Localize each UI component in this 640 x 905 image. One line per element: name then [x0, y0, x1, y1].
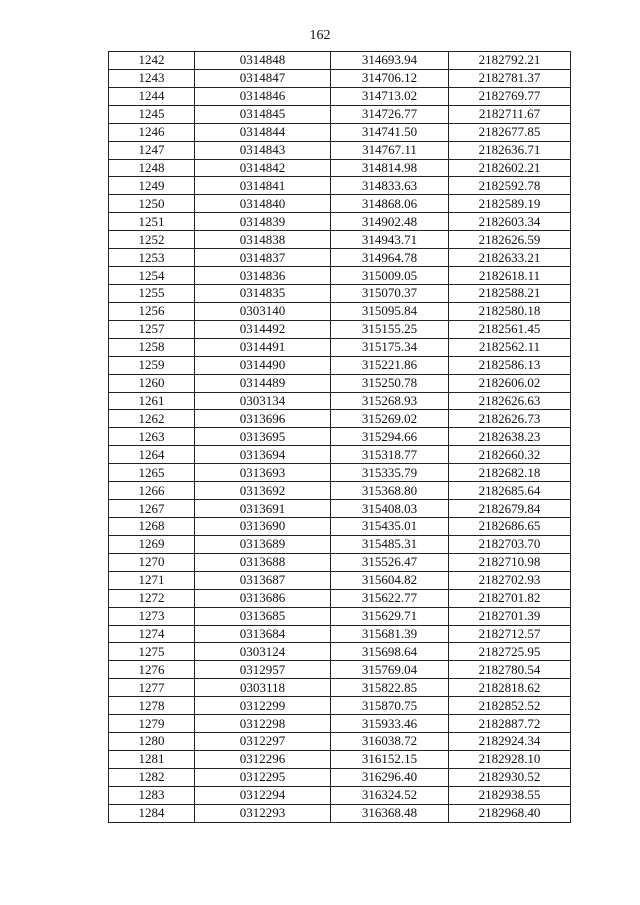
table-row	[109, 446, 571, 464]
x-coordinate-cell: 315629.71	[331, 607, 449, 625]
x-coordinate-cell: 315009.05	[331, 267, 449, 285]
point-number-cell: 1270	[109, 553, 195, 571]
table-row	[109, 267, 571, 285]
point-code-cell: 0314492	[195, 320, 331, 338]
x-coordinate-cell: 316152.15	[331, 750, 449, 768]
x-coordinate-cell: 315622.77	[331, 589, 449, 607]
table-row	[109, 500, 571, 518]
point-number-cell: 1261	[109, 392, 195, 410]
table-row	[109, 786, 571, 804]
y-coordinate-cell: 2182928.10	[449, 750, 571, 768]
x-coordinate-cell: 314833.63	[331, 177, 449, 195]
point-number-cell: 1269	[109, 535, 195, 553]
table-row	[109, 482, 571, 500]
table-row	[109, 87, 571, 105]
y-coordinate-cell: 2182638.23	[449, 428, 571, 446]
y-coordinate-cell: 2182626.63	[449, 392, 571, 410]
point-number-cell: 1268	[109, 517, 195, 535]
y-coordinate-cell: 2182561.45	[449, 320, 571, 338]
y-coordinate-cell: 2182725.95	[449, 643, 571, 661]
x-coordinate-cell: 314814.98	[331, 159, 449, 177]
table-row	[109, 607, 571, 625]
y-coordinate-cell: 2182679.84	[449, 500, 571, 518]
table-row	[109, 213, 571, 231]
y-coordinate-cell: 2182606.02	[449, 374, 571, 392]
table-row	[109, 679, 571, 697]
point-number-cell: 1272	[109, 589, 195, 607]
table-row	[109, 302, 571, 320]
point-number-cell: 1249	[109, 177, 195, 195]
point-code-cell: 0303140	[195, 302, 331, 320]
point-number-cell: 1243	[109, 69, 195, 87]
y-coordinate-cell: 2182603.34	[449, 213, 571, 231]
y-coordinate-cell: 2182686.65	[449, 517, 571, 535]
y-coordinate-cell: 2182968.40	[449, 804, 571, 822]
point-code-cell: 0313691	[195, 500, 331, 518]
y-coordinate-cell: 2182938.55	[449, 786, 571, 804]
y-coordinate-cell: 2182636.71	[449, 141, 571, 159]
point-number-cell: 1247	[109, 141, 195, 159]
y-coordinate-cell: 2182930.52	[449, 768, 571, 786]
point-number-cell: 1266	[109, 482, 195, 500]
point-number-cell: 1257	[109, 320, 195, 338]
table-row	[109, 697, 571, 715]
x-coordinate-cell: 315335.79	[331, 464, 449, 482]
x-coordinate-cell: 314767.11	[331, 141, 449, 159]
point-number-cell: 1252	[109, 231, 195, 249]
x-coordinate-cell: 315268.93	[331, 392, 449, 410]
x-coordinate-cell: 315698.64	[331, 643, 449, 661]
point-code-cell: 0314836	[195, 267, 331, 285]
x-coordinate-cell: 315250.78	[331, 374, 449, 392]
y-coordinate-cell: 2182711.67	[449, 105, 571, 123]
point-number-cell: 1273	[109, 607, 195, 625]
point-code-cell: 0312297	[195, 733, 331, 751]
point-code-cell: 0314846	[195, 87, 331, 105]
table-row	[109, 553, 571, 571]
x-coordinate-cell: 314943.71	[331, 231, 449, 249]
point-code-cell: 0312295	[195, 768, 331, 786]
point-number-cell: 1282	[109, 768, 195, 786]
x-coordinate-cell: 315435.01	[331, 517, 449, 535]
table-row	[109, 249, 571, 267]
point-number-cell: 1279	[109, 715, 195, 733]
x-coordinate-cell: 314868.06	[331, 195, 449, 213]
point-code-cell: 0313692	[195, 482, 331, 500]
table-row	[109, 625, 571, 643]
point-number-cell: 1255	[109, 284, 195, 302]
y-coordinate-cell: 2182682.18	[449, 464, 571, 482]
x-coordinate-cell: 315769.04	[331, 661, 449, 679]
point-number-cell: 1281	[109, 750, 195, 768]
x-coordinate-cell: 314713.02	[331, 87, 449, 105]
point-code-cell: 0314840	[195, 195, 331, 213]
table-row	[109, 69, 571, 87]
x-coordinate-cell: 315070.37	[331, 284, 449, 302]
y-coordinate-cell: 2182701.82	[449, 589, 571, 607]
x-coordinate-cell: 315318.77	[331, 446, 449, 464]
x-coordinate-cell: 315269.02	[331, 410, 449, 428]
point-code-cell: 0314842	[195, 159, 331, 177]
x-coordinate-cell: 314902.48	[331, 213, 449, 231]
point-code-cell: 0313685	[195, 607, 331, 625]
point-number-cell: 1284	[109, 804, 195, 822]
point-number-cell: 1253	[109, 249, 195, 267]
point-number-cell: 1244	[109, 87, 195, 105]
table-row	[109, 356, 571, 374]
x-coordinate-cell: 316038.72	[331, 733, 449, 751]
y-coordinate-cell: 2182685.64	[449, 482, 571, 500]
y-coordinate-cell: 2182702.93	[449, 571, 571, 589]
table-row	[109, 105, 571, 123]
x-coordinate-cell: 314726.77	[331, 105, 449, 123]
point-number-cell: 1262	[109, 410, 195, 428]
y-coordinate-cell: 2182586.13	[449, 356, 571, 374]
point-code-cell: 0313695	[195, 428, 331, 446]
y-coordinate-cell: 2182592.78	[449, 177, 571, 195]
point-code-cell: 0313689	[195, 535, 331, 553]
coordinates-table	[108, 51, 571, 823]
table-row	[109, 750, 571, 768]
page-number: 162	[309, 28, 331, 43]
table-row	[109, 231, 571, 249]
table-row	[109, 320, 571, 338]
point-number-cell: 1263	[109, 428, 195, 446]
point-code-cell: 0303118	[195, 679, 331, 697]
point-code-cell: 0314838	[195, 231, 331, 249]
x-coordinate-cell: 314706.12	[331, 69, 449, 87]
y-coordinate-cell: 2182626.73	[449, 410, 571, 428]
table-row	[109, 410, 571, 428]
y-coordinate-cell: 2182602.21	[449, 159, 571, 177]
x-coordinate-cell: 314693.94	[331, 52, 449, 70]
point-code-cell: 0314490	[195, 356, 331, 374]
y-coordinate-cell: 2182769.77	[449, 87, 571, 105]
y-coordinate-cell: 2182712.57	[449, 625, 571, 643]
x-coordinate-cell: 316368.48	[331, 804, 449, 822]
y-coordinate-cell: 2182580.18	[449, 302, 571, 320]
x-coordinate-cell: 315604.82	[331, 571, 449, 589]
point-number-cell: 1251	[109, 213, 195, 231]
point-number-cell: 1275	[109, 643, 195, 661]
x-coordinate-cell: 315368.80	[331, 482, 449, 500]
y-coordinate-cell: 2182701.39	[449, 607, 571, 625]
x-coordinate-cell: 315095.84	[331, 302, 449, 320]
y-coordinate-cell: 2182633.21	[449, 249, 571, 267]
point-number-cell: 1246	[109, 123, 195, 141]
y-coordinate-cell: 2182626.59	[449, 231, 571, 249]
table-row	[109, 517, 571, 535]
point-number-cell: 1245	[109, 105, 195, 123]
x-coordinate-cell: 316296.40	[331, 768, 449, 786]
point-number-cell: 1248	[109, 159, 195, 177]
x-coordinate-cell: 315221.86	[331, 356, 449, 374]
y-coordinate-cell: 2182562.11	[449, 338, 571, 356]
point-code-cell: 0314489	[195, 374, 331, 392]
point-code-cell: 0312299	[195, 697, 331, 715]
x-coordinate-cell: 314741.50	[331, 123, 449, 141]
point-number-cell: 1271	[109, 571, 195, 589]
point-code-cell: 0314835	[195, 284, 331, 302]
point-number-cell: 1276	[109, 661, 195, 679]
point-number-cell: 1280	[109, 733, 195, 751]
point-code-cell: 0313684	[195, 625, 331, 643]
point-number-cell: 1265	[109, 464, 195, 482]
y-coordinate-cell: 2182703.70	[449, 535, 571, 553]
table-row	[109, 177, 571, 195]
point-code-cell: 0313693	[195, 464, 331, 482]
point-code-cell: 0312293	[195, 804, 331, 822]
table-row	[109, 392, 571, 410]
x-coordinate-cell: 315870.75	[331, 697, 449, 715]
table-row	[109, 804, 571, 822]
point-code-cell: 0312957	[195, 661, 331, 679]
x-coordinate-cell: 315822.85	[331, 679, 449, 697]
y-coordinate-cell: 2182781.37	[449, 69, 571, 87]
point-number-cell: 1264	[109, 446, 195, 464]
x-coordinate-cell: 315485.31	[331, 535, 449, 553]
table-row	[109, 733, 571, 751]
table-row	[109, 141, 571, 159]
point-number-cell: 1250	[109, 195, 195, 213]
x-coordinate-cell: 315155.25	[331, 320, 449, 338]
point-number-cell: 1256	[109, 302, 195, 320]
point-code-cell: 0312298	[195, 715, 331, 733]
x-coordinate-cell: 315933.46	[331, 715, 449, 733]
point-number-cell: 1267	[109, 500, 195, 518]
table-row	[109, 428, 571, 446]
point-number-cell: 1254	[109, 267, 195, 285]
y-coordinate-cell: 2182588.21	[449, 284, 571, 302]
table-row	[109, 284, 571, 302]
point-code-cell: 0314839	[195, 213, 331, 231]
point-number-cell: 1260	[109, 374, 195, 392]
point-number-cell: 1258	[109, 338, 195, 356]
point-code-cell: 0313688	[195, 553, 331, 571]
y-coordinate-cell: 2182852.52	[449, 697, 571, 715]
y-coordinate-cell: 2182780.54	[449, 661, 571, 679]
x-coordinate-cell: 315681.39	[331, 625, 449, 643]
table-row	[109, 535, 571, 553]
point-number-cell: 1242	[109, 52, 195, 70]
y-coordinate-cell: 2182818.62	[449, 679, 571, 697]
table-row	[109, 571, 571, 589]
table-row	[109, 589, 571, 607]
table-row	[109, 195, 571, 213]
point-number-cell: 1274	[109, 625, 195, 643]
x-coordinate-cell: 315408.03	[331, 500, 449, 518]
y-coordinate-cell: 2182710.98	[449, 553, 571, 571]
point-number-cell: 1259	[109, 356, 195, 374]
table-row	[109, 661, 571, 679]
table-row	[109, 768, 571, 786]
point-code-cell: 0313694	[195, 446, 331, 464]
point-code-cell: 0313690	[195, 517, 331, 535]
point-code-cell: 0303134	[195, 392, 331, 410]
table-row	[109, 464, 571, 482]
y-coordinate-cell: 2182792.21	[449, 52, 571, 70]
point-number-cell: 1277	[109, 679, 195, 697]
table-row	[109, 643, 571, 661]
point-code-cell: 0314491	[195, 338, 331, 356]
y-coordinate-cell: 2182924.34	[449, 733, 571, 751]
point-code-cell: 0313696	[195, 410, 331, 428]
point-code-cell: 0314847	[195, 69, 331, 87]
point-code-cell: 0312294	[195, 786, 331, 804]
point-number-cell: 1283	[109, 786, 195, 804]
point-code-cell: 0314848	[195, 52, 331, 70]
x-coordinate-cell: 315526.47	[331, 553, 449, 571]
table-row	[109, 159, 571, 177]
table-body	[109, 52, 571, 823]
table-row	[109, 123, 571, 141]
point-number-cell: 1278	[109, 697, 195, 715]
table-row	[109, 52, 571, 70]
point-code-cell: 0314843	[195, 141, 331, 159]
point-code-cell: 0314845	[195, 105, 331, 123]
x-coordinate-cell: 315175.34	[331, 338, 449, 356]
y-coordinate-cell: 2182660.32	[449, 446, 571, 464]
point-code-cell: 0314837	[195, 249, 331, 267]
y-coordinate-cell: 2182887.72	[449, 715, 571, 733]
point-code-cell: 0303124	[195, 643, 331, 661]
point-code-cell: 0314841	[195, 177, 331, 195]
point-code-cell: 0314844	[195, 123, 331, 141]
point-code-cell: 0312296	[195, 750, 331, 768]
point-code-cell: 0313687	[195, 571, 331, 589]
table-row	[109, 715, 571, 733]
x-coordinate-cell: 314964.78	[331, 249, 449, 267]
x-coordinate-cell: 315294.66	[331, 428, 449, 446]
y-coordinate-cell: 2182677.85	[449, 123, 571, 141]
x-coordinate-cell: 316324.52	[331, 786, 449, 804]
table-row	[109, 374, 571, 392]
table-row	[109, 338, 571, 356]
y-coordinate-cell: 2182589.19	[449, 195, 571, 213]
y-coordinate-cell: 2182618.11	[449, 267, 571, 285]
point-code-cell: 0313686	[195, 589, 331, 607]
